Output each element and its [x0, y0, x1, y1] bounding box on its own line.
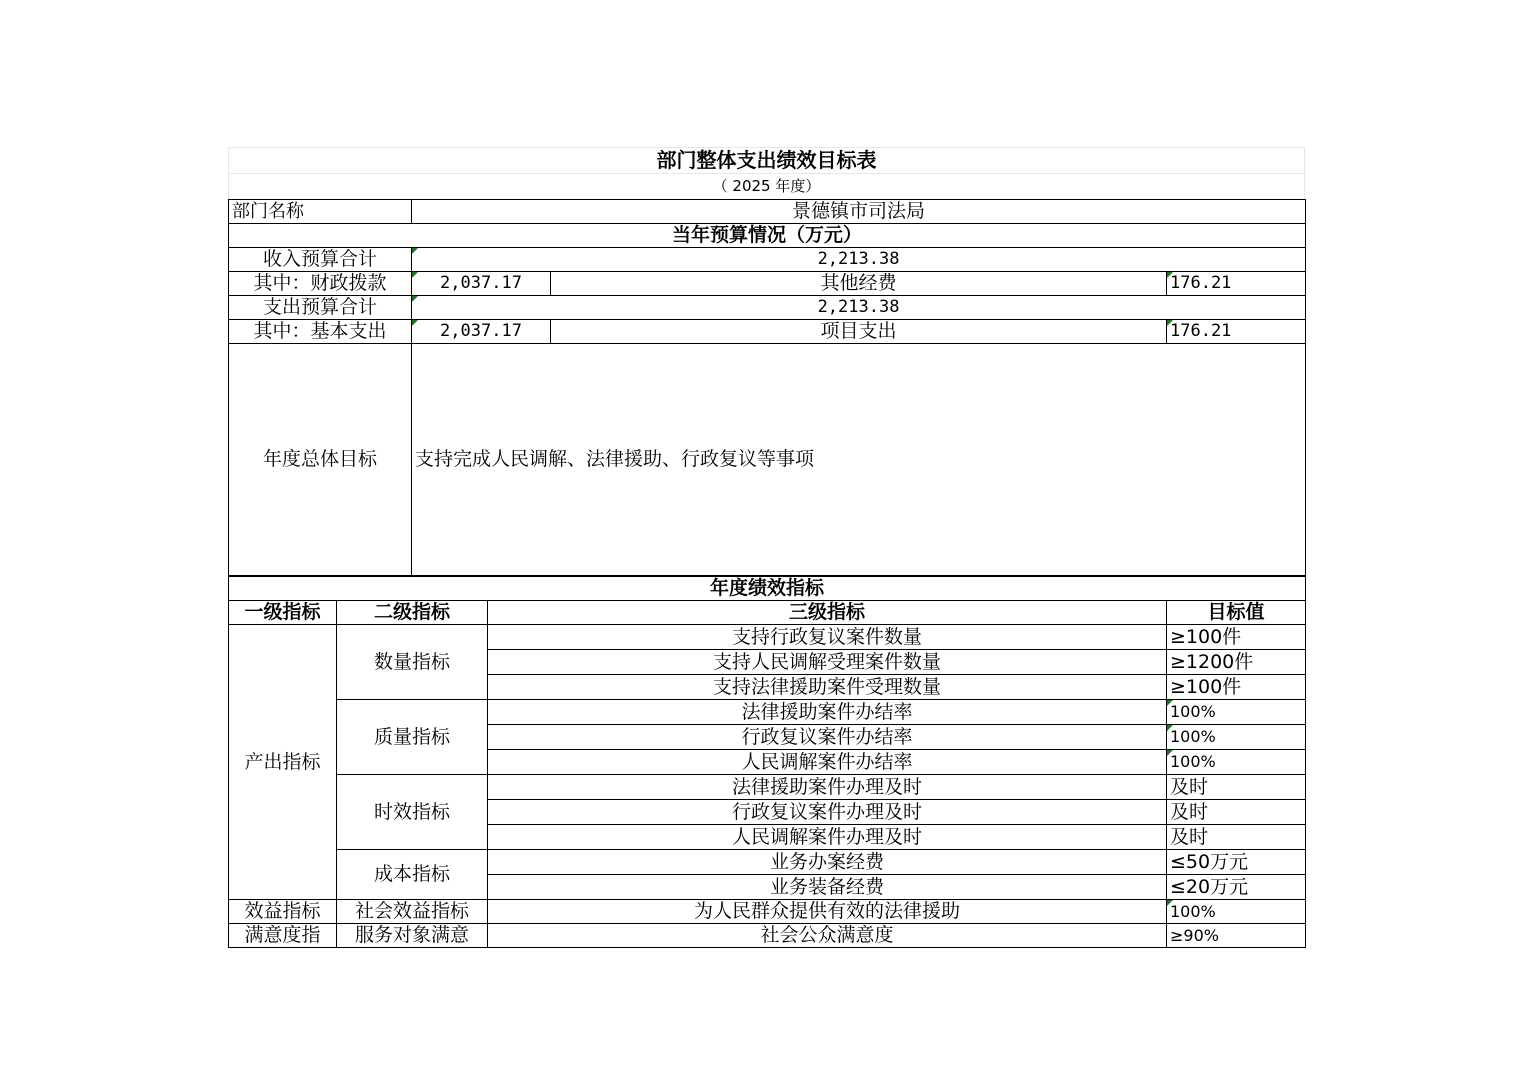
- income-total-row: [229, 248, 1306, 272]
- fiscal-label: 其中：财政拨款: [229, 272, 412, 296]
- indicator-table: [228, 576, 1306, 948]
- level2-quality: 质量指标: [337, 700, 488, 775]
- level3-cell: 业务办案经费: [488, 850, 1167, 875]
- level1-satisfaction: 满意度指: [229, 924, 337, 948]
- level2-quantity: 数量指标: [337, 625, 488, 700]
- indicator-section-row: [229, 577, 1306, 601]
- other-label: 其他经费: [551, 272, 1167, 296]
- level3-cell: 法律援助案件办结率: [488, 700, 1167, 725]
- sheet-title: 部门整体支出绩效目标表: [228, 147, 1305, 173]
- target-cell: 及时: [1167, 825, 1306, 850]
- target-cell: 100%: [1167, 725, 1306, 750]
- fiscal-row: [229, 272, 1306, 296]
- expense-total-label: 支出预算合计: [229, 296, 412, 320]
- level3-cell: 行政复议案件办理及时: [488, 800, 1167, 825]
- project-value: 176.21: [1167, 320, 1306, 344]
- target-cell: ≥1200件: [1167, 650, 1306, 675]
- dept-value: 景德镇市司法局: [412, 200, 1306, 224]
- level2-timeliness: 时效指标: [337, 775, 488, 850]
- level3-cell: 人民调解案件办理及时: [488, 825, 1167, 850]
- budget-table: [228, 199, 1306, 576]
- basic-value: 2,037.17: [412, 320, 551, 344]
- level3-cell: 为人民群众提供有效的法律援助: [488, 900, 1167, 924]
- target-cell: 100%: [1167, 750, 1306, 775]
- level2-service-satisfaction: 服务对象满意: [337, 924, 488, 948]
- level3-cell: 业务装备经费: [488, 875, 1167, 900]
- target-cell: ≥90%: [1167, 924, 1306, 948]
- level1-benefit: 效益指标: [229, 900, 337, 924]
- table-row: [229, 775, 1306, 800]
- performance-sheet: [228, 147, 1305, 948]
- project-label: 项目支出: [551, 320, 1167, 344]
- header-target: 目标值: [1167, 601, 1306, 625]
- table-row: [229, 900, 1306, 924]
- level3-cell: 行政复议案件办结率: [488, 725, 1167, 750]
- expense-total-value: 2,213.38: [412, 296, 1306, 320]
- level2-social-benefit: 社会效益指标: [337, 900, 488, 924]
- table-row: [229, 924, 1306, 948]
- level3-cell: 人民调解案件办结率: [488, 750, 1167, 775]
- level3-cell: 法律援助案件办理及时: [488, 775, 1167, 800]
- target-cell: ≤20万元: [1167, 875, 1306, 900]
- target-cell: ≥100件: [1167, 625, 1306, 650]
- target-cell: ≤50万元: [1167, 850, 1306, 875]
- header-level1: 一级指标: [229, 601, 337, 625]
- target-cell: 及时: [1167, 800, 1306, 825]
- target-cell: 100%: [1167, 700, 1306, 725]
- basic-row: [229, 320, 1306, 344]
- indicator-header-row: [229, 601, 1306, 625]
- level2-cost: 成本指标: [337, 850, 488, 900]
- level3-cell: 支持人民调解受理案件数量: [488, 650, 1167, 675]
- budget-section-row: [229, 224, 1306, 248]
- goal-text: 支持完成人民调解、法律援助、行政复议等事项: [412, 344, 1306, 576]
- header-level3: 三级指标: [488, 601, 1167, 625]
- basic-label: 其中：基本支出: [229, 320, 412, 344]
- target-cell: 及时: [1167, 775, 1306, 800]
- other-value: 176.21: [1167, 272, 1306, 296]
- goal-row: [229, 344, 1306, 576]
- target-cell: ≥100件: [1167, 675, 1306, 700]
- level3-cell: 支持行政复议案件数量: [488, 625, 1167, 650]
- table-row: [229, 850, 1306, 875]
- expense-total-row: [229, 296, 1306, 320]
- dept-label: 部门名称: [229, 200, 412, 224]
- dept-row: [229, 200, 1306, 224]
- fiscal-value: 2,037.17: [412, 272, 551, 296]
- sheet-subtitle: （ 2025 年度）: [228, 173, 1305, 199]
- level3-cell: 社会公众满意度: [488, 924, 1167, 948]
- goal-label: 年度总体目标: [229, 344, 412, 576]
- budget-section-title: 当年预算情况（万元）: [229, 224, 1306, 248]
- table-row: [229, 625, 1306, 650]
- income-total-value: 2,213.38: [412, 248, 1306, 272]
- level3-cell: 支持法律援助案件受理数量: [488, 675, 1167, 700]
- income-total-label: 收入预算合计: [229, 248, 412, 272]
- header-level2: 二级指标: [337, 601, 488, 625]
- indicator-section-title: 年度绩效指标: [229, 577, 1306, 601]
- level1-output: 产出指标: [229, 625, 337, 900]
- table-row: [229, 700, 1306, 725]
- target-cell: 100%: [1167, 900, 1306, 924]
